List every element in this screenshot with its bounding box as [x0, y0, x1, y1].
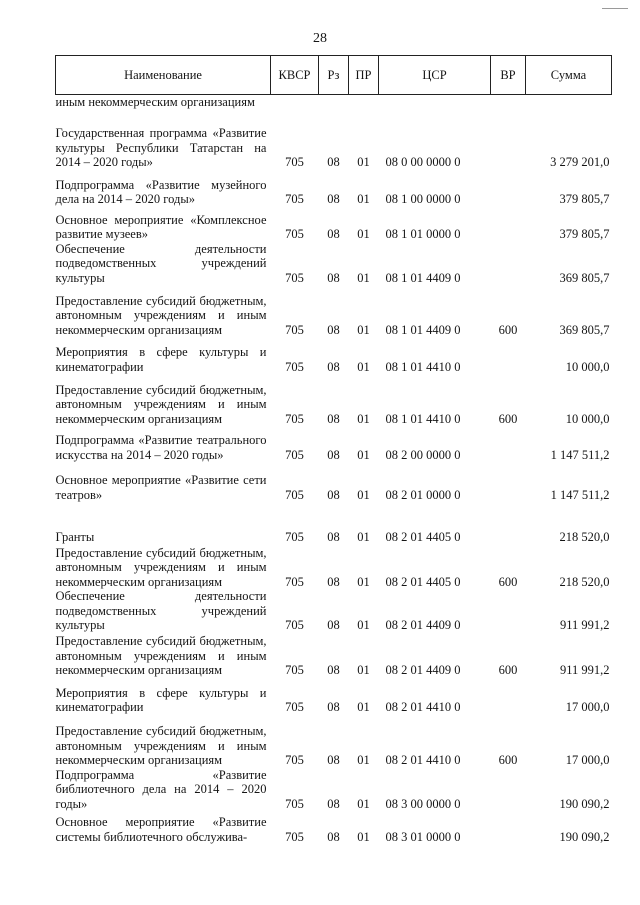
cell-name: Подпрограмма «Развитие библиотечного дела на 2014 – 2020 годы» [55, 767, 267, 811]
table-row [56, 95, 612, 113]
cell-name: Мероприятия в сфере культуры и кинематографии [55, 685, 267, 714]
cell-csr: 08 2 01 4409 0 [385, 663, 461, 677]
cell-sum: 369 805,7 [559, 322, 610, 337]
cell-name: Обеспечение деятельности подведомственных учреждений культуры [55, 241, 267, 285]
cell-name: Государственная программа «Развитие культуры Республики Татарстан на 2014 – 2020 годы» [55, 126, 267, 169]
cell-csr: 08 3 00 0000 0 [385, 796, 461, 811]
table-row [56, 337, 612, 374]
cell-vr [491, 678, 526, 715]
table-row [56, 544, 612, 589]
cell-kvsr: 705 [285, 574, 304, 589]
cell-pr: 01 [357, 829, 370, 844]
scan-mark [602, 8, 628, 9]
table-row [56, 715, 612, 768]
cell-name: иным некоммерческим организациям [55, 95, 255, 109]
cell-pr: 01 [357, 574, 370, 589]
cell-csr: 08 2 01 4410 0 [385, 700, 461, 714]
cell-sum: 10 000,0 [565, 359, 610, 374]
cell-kvsr: 705 [285, 192, 304, 206]
cell-pr: 01 [357, 618, 370, 632]
cell-vr [491, 502, 526, 544]
cell-rz: 08 [327, 487, 340, 502]
cell-sum: 911 991,2 [559, 618, 610, 632]
table-row [56, 462, 612, 502]
cell-sum: 190 090,2 [559, 829, 610, 844]
cell-csr: 08 3 01 0000 0 [385, 829, 461, 844]
cell-sum: 10 000,0 [565, 411, 610, 426]
cell-csr: 08 2 01 4405 0 [385, 574, 461, 589]
cell-sum: 190 090,2 [559, 796, 610, 811]
cell-rz: 08 [327, 411, 340, 426]
cell-name: Предоставление субсидий бюджетным, автономным учреждениям и иным некоммерческим организациям [55, 545, 267, 589]
cell-pr: 01 [357, 411, 370, 426]
cell-sum: 1 147 511,2 [550, 487, 610, 502]
cell-vr: 600 [498, 753, 518, 767]
cell-pr: 01 [357, 447, 370, 462]
cell-kvsr: 705 [285, 663, 304, 677]
cell-rz: 08 [327, 155, 340, 169]
cell-kvsr [271, 95, 319, 113]
header-name: Наименование [56, 56, 271, 95]
cell-name: Предоставление субсидий бюджетным, автономным учреждениям и иным некоммерческим организациям [55, 382, 267, 426]
cell-csr: 08 0 00 0000 0 [385, 155, 461, 169]
cell-kvsr: 705 [285, 700, 304, 714]
cell-rz: 08 [327, 829, 340, 844]
cell-vr [491, 113, 526, 170]
cell-sum: 379 805,7 [559, 192, 610, 206]
table-row [56, 811, 612, 844]
budget-table [55, 55, 612, 844]
cell-name: Предоставление субсидий бюджетным, автономным учреждениям и иным некоммерческим организациям [55, 724, 267, 767]
cell-csr: 08 2 01 4409 0 [385, 618, 461, 632]
cell-kvsr: 705 [285, 796, 304, 811]
cell-vr [491, 589, 526, 633]
cell-rz: 08 [327, 796, 340, 811]
cell-sum: 17 000,0 [565, 700, 610, 714]
cell-kvsr: 705 [285, 753, 304, 767]
cell-pr: 01 [357, 192, 370, 206]
cell-rz: 08 [327, 322, 340, 337]
cell-csr: 08 1 01 4409 0 [385, 270, 461, 285]
cell-name: Основное мероприятие «Развитие сети театров» [55, 473, 267, 502]
table-row [56, 207, 612, 242]
cell-vr [491, 462, 526, 502]
cell-rz: 08 [327, 529, 340, 544]
cell-csr: 08 1 01 0000 0 [385, 227, 461, 241]
cell-name: Предоставление субсидий бюджетным, автономным учреждениям и иным некоммерческим организациям [55, 293, 267, 337]
cell-csr: 08 2 01 0000 0 [385, 487, 461, 502]
cell-sum: 218 520,0 [559, 529, 610, 544]
cell-kvsr: 705 [285, 155, 304, 169]
table-row [56, 426, 612, 462]
table-row [56, 678, 612, 715]
cell-kvsr: 705 [285, 411, 304, 426]
cell-pr: 01 [357, 227, 370, 241]
cell-rz: 08 [327, 192, 340, 206]
cell-vr [491, 426, 526, 462]
cell-kvsr: 705 [285, 618, 304, 632]
cell-csr [379, 95, 491, 113]
cell-kvsr: 705 [285, 227, 304, 241]
cell-name: Подпрограмма «Развитие театрального искусства на 2014 – 2020 годы» [55, 433, 267, 462]
cell-name: Основное мероприятие «Комплексное развитие музеев» [55, 212, 267, 241]
cell-pr [349, 95, 379, 113]
cell-sum: 218 520,0 [559, 574, 610, 589]
header-rz: Рз [319, 56, 349, 95]
page-number: 28 [313, 31, 327, 46]
cell-vr [491, 242, 526, 286]
table-row [56, 633, 612, 678]
cell-rz: 08 [327, 618, 340, 632]
table-row [56, 242, 612, 286]
cell-sum: 1 147 511,2 [550, 447, 610, 462]
cell-sum: 911 991,2 [559, 663, 610, 677]
cell-csr: 08 1 01 4409 0 [385, 322, 461, 337]
cell-name: Подпрограмма «Развитие музейного дела на 2014 – 2020 годы» [55, 177, 267, 206]
table-row [56, 113, 612, 170]
cell-rz: 08 [327, 447, 340, 462]
cell-vr [491, 207, 526, 242]
header-pr: ПР [349, 56, 379, 95]
cell-csr: 08 2 01 4405 0 [385, 529, 461, 544]
cell-vr: 600 [498, 574, 518, 589]
cell-pr: 01 [357, 753, 370, 767]
table-row [56, 768, 612, 812]
cell-csr: 08 1 00 0000 0 [385, 192, 461, 206]
cell-pr: 01 [357, 322, 370, 337]
cell-kvsr: 705 [285, 487, 304, 502]
table-row [56, 589, 612, 633]
cell-pr: 01 [357, 487, 370, 502]
cell-sum: 369 805,7 [559, 270, 610, 285]
cell-vr [491, 337, 526, 374]
cell-vr: 600 [498, 411, 518, 426]
cell-rz: 08 [327, 359, 340, 374]
cell-rz: 08 [327, 753, 340, 767]
header-csr: ЦСР [379, 56, 491, 95]
cell-pr: 01 [357, 529, 370, 544]
cell-name: Гранты [55, 529, 95, 544]
table-row [56, 502, 612, 544]
cell-rz: 08 [327, 270, 340, 285]
cell-pr: 01 [357, 155, 370, 169]
cell-sum: 3 279 201,0 [550, 155, 610, 169]
cell-name: Обеспечение деятельности подведомственных учреждений культуры [55, 589, 267, 632]
table-header-row [56, 56, 612, 95]
cell-kvsr: 705 [285, 829, 304, 844]
table-row [56, 170, 612, 207]
cell-kvsr: 705 [285, 447, 304, 462]
cell-kvsr: 705 [285, 322, 304, 337]
cell-csr: 08 1 01 4410 0 [385, 411, 461, 426]
cell-pr: 01 [357, 359, 370, 374]
header-sum: Сумма [526, 56, 612, 95]
cell-vr [491, 170, 526, 207]
cell-kvsr: 705 [285, 529, 304, 544]
cell-kvsr: 705 [285, 359, 304, 374]
cell-vr [491, 811, 526, 844]
cell-sum [526, 95, 612, 113]
cell-rz [319, 95, 349, 113]
cell-vr [491, 768, 526, 812]
header-kvsr: КВСР [271, 56, 319, 95]
table-row [56, 285, 612, 337]
cell-pr: 01 [357, 796, 370, 811]
table-body [56, 95, 612, 845]
cell-csr: 08 2 00 0000 0 [385, 447, 461, 462]
cell-rz: 08 [327, 663, 340, 677]
cell-rz: 08 [327, 574, 340, 589]
cell-rz: 08 [327, 227, 340, 241]
cell-pr: 01 [357, 663, 370, 677]
cell-rz: 08 [327, 700, 340, 714]
cell-vr: 600 [498, 322, 518, 337]
cell-name: Предоставление субсидий бюджетным, автономным учреждениям и иным некоммерческим организациям [55, 634, 267, 677]
cell-name: Мероприятия в сфере культуры и кинематографии [55, 345, 267, 374]
cell-sum: 17 000,0 [565, 753, 610, 767]
cell-csr: 08 2 01 4410 0 [385, 753, 461, 767]
cell-sum: 379 805,7 [559, 227, 610, 241]
cell-kvsr: 705 [285, 270, 304, 285]
table-row [56, 374, 612, 426]
cell-name: Основное мероприятие «Развитие системы библиотечного обслужива- [55, 815, 267, 844]
cell-pr: 01 [357, 270, 370, 285]
cell-vr: 600 [498, 663, 518, 677]
cell-vr [491, 95, 526, 113]
cell-pr: 01 [357, 700, 370, 714]
header-vr: ВР [491, 56, 526, 95]
cell-csr: 08 1 01 4410 0 [385, 359, 461, 374]
